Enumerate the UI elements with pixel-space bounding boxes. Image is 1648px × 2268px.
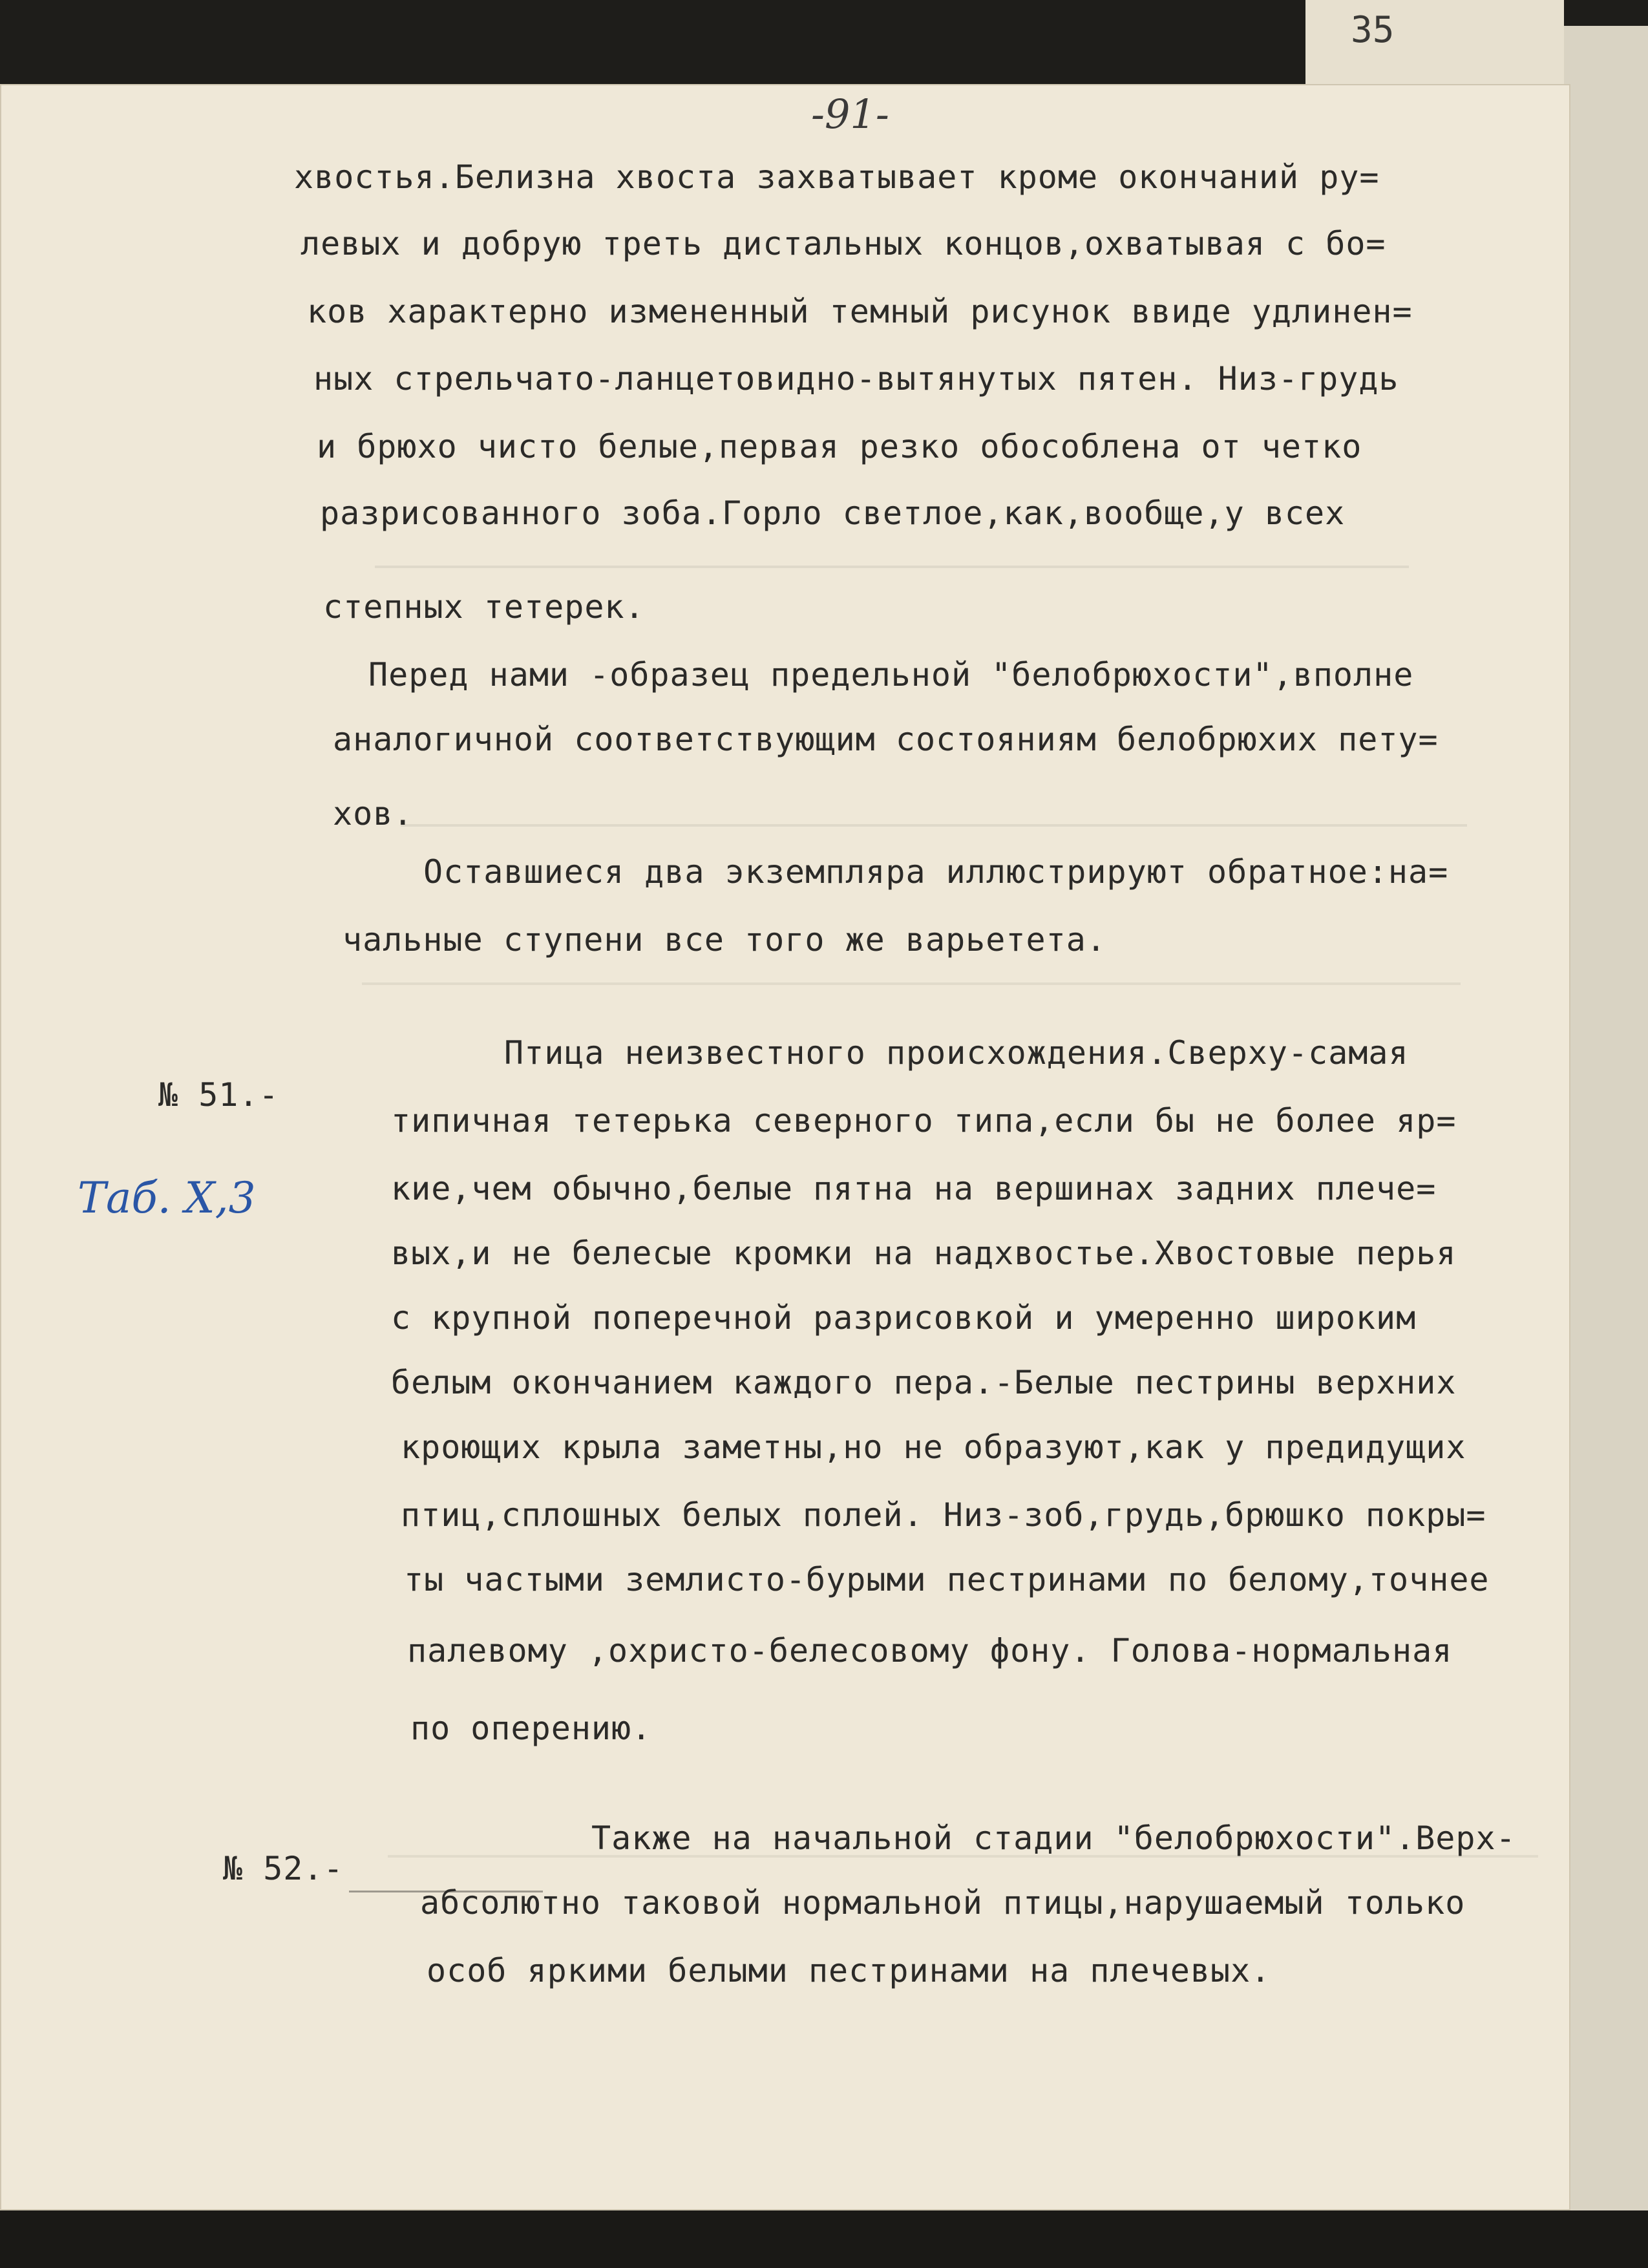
bleed-through-mark bbox=[375, 566, 1409, 568]
scan-background-bottom bbox=[0, 2210, 1648, 2268]
text-line: хов. bbox=[333, 795, 414, 832]
text-line: левых и добрую треть дистальных концов,охватывая с бо= bbox=[301, 225, 1386, 262]
text-line: ков характерно измененный темный рисунок ввиде удлинен= bbox=[307, 293, 1413, 330]
text-line: ных стрельчато-ланцетовидно-вытянутых пятен. Низ-грудь bbox=[313, 360, 1399, 397]
text-line: чальные ступени все того же варьетета. bbox=[343, 921, 1106, 959]
text-line: типичная тетерька северного типа,если бы не более яр= bbox=[391, 1102, 1457, 1139]
bleed-through-mark bbox=[401, 824, 1467, 827]
bleed-through-mark bbox=[362, 982, 1461, 985]
text-line: белым окончанием каждого пера.-Белые пестрины верхних bbox=[391, 1364, 1457, 1401]
top-page-edge bbox=[1305, 0, 1564, 90]
text-line: палевому ,охристо-белесовому фону. Голова-нормальная bbox=[407, 1632, 1453, 1669]
text-line: разрисованного зоба.Горло светлое,как,вообще,у всех bbox=[320, 494, 1346, 532]
text-line: Птица неизвестного происхождения.Сверху-самая bbox=[504, 1034, 1409, 1072]
text-line: вых,и не белесые кромки на надхвостье.Хвостовые перья bbox=[391, 1235, 1457, 1272]
archive-page-number: 35 bbox=[1351, 9, 1395, 51]
text-line: кие,чем обычно,белые пятна на вершинах задних плече= bbox=[391, 1170, 1437, 1207]
text-line: и брюхо чисто белые,первая резко обособлена от четко bbox=[317, 428, 1362, 465]
text-line: Перед нами -образец предельной "белобрюхости",вполне bbox=[368, 656, 1414, 694]
text-line: Также на начальной стадии "белобрюхости".Верх- bbox=[591, 1819, 1516, 1857]
text-line: Оставшиеся два экземпляра иллюстрируют обратное:на= bbox=[423, 853, 1449, 891]
text-line: хвостья.Белизна хвоста захватывает кроме окончаний ру= bbox=[294, 158, 1380, 196]
specimen-51-label: № 51.- bbox=[158, 1076, 279, 1114]
text-line: кроющих крыла заметны,но не образуют,как у предидущих bbox=[401, 1428, 1466, 1466]
text-line: ты частыми землисто-бурыми пестринами по белому,точнее bbox=[404, 1561, 1490, 1598]
text-line: степных тетерек. bbox=[323, 588, 645, 626]
table-reference-annotation: Таб. X,3 bbox=[78, 1173, 256, 1223]
text-line: абсолютно таковой нормальной птицы,нарушаемый только bbox=[420, 1884, 1466, 1922]
text-line: особ яркими белыми пестринами на плечевых. bbox=[427, 1952, 1271, 1989]
text-line: аналогичной соответствующим состояниям белобрюхих пету= bbox=[333, 721, 1439, 758]
text-line: птиц,сплошных белых полей. Низ-зоб,грудь,брюшко покры= bbox=[401, 1496, 1486, 1534]
handwritten-page-number: -91- bbox=[811, 90, 889, 138]
specimen-52-label: № 52.- bbox=[223, 1850, 344, 1887]
text-line: по оперению. bbox=[410, 1710, 652, 1747]
text-line: с крупной поперечной разрисовкой и умеренно широким bbox=[391, 1299, 1417, 1337]
